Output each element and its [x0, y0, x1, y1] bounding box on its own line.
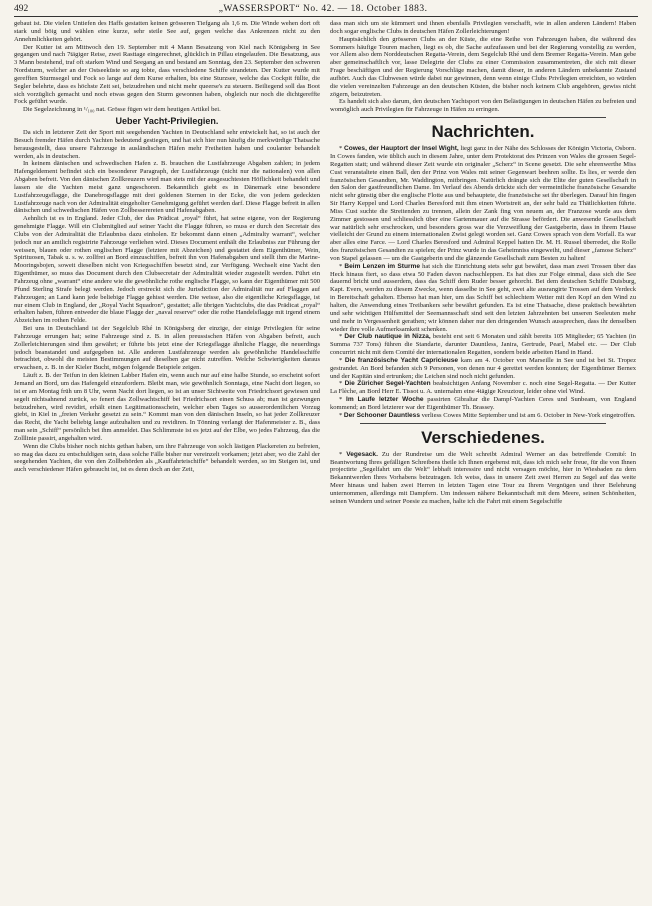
- news-text: liegt ganz in der Nähe des Schlosses der Königin Victoria, Osborn. In Cowes fanden, wie üblich auch in diesem Jahre, unter dem Protektorat des Prinzen von Wales die grossen Segel-Regatten statt; und während dieser Zeit wurde ein originaler „Scherz“ in Scene gesetzt. Die sehr ehrenwerthe Miss Cust veranstaltete einen Ball, den der Prinz von Wales mit seiner Gegenwart beehren sollte. Es lies, er werde den französischen Gesandten, Mr. Waddington, mitbringen. Natürlich drängte sich die Elite der guten Gesellschaft in den Salon der gastfreundlichen Dame. Im Verlauf des Abends drückte sich der vermeintliche französische Gesandte nicht sehr günstig über die englische Flotte aus und behauptete, die französische sei ihr überlegen. Darauf hin fingen Sir Harry Keppel und Lord Charles Beresford mit ihm einen Wortstreit an, der sehr bald zu Thätlichkeiten führte. Miss Cust suchte die Streitenden zu trennen, allein der Zank fing von neuem an, der Franzose wurde aus dem Zimmer gestossen und schliesslich über eine Gartenmauer auf die Strasse befördert. Die anwesende Gesellschaft war natürlich sehr erschrocken, und besonders gross war die Verzweiflung der Gastgeberin, dass in ihrem Hause vielleicht der Grund zu einem internationalen Zwist gelegt worden sei. Ganz Cowes sprach von dem Vorfall. Es war aber alles eine Farce. — Lord Charles Beresford und Admiral Keppel hatten Dr. M. H. Russel überredet, die Rolle des französischen Gesandten zu spielen; der Prinz wurde in das Geheimniss eingeweiht, und dieser „famose Scherz“ von Stapel gelassen — um die Gastgeberin und die glänzende Gesellschaft zum Besten zu halten!: [330, 145, 636, 262]
- left-intro-paragraph: gebaut ist. Die vielen Untiefen des Haffs gestatten keinen grösseren Tiefgang als 1,6 m. Die Winde wehen dort oft stark und böig und wählen eine kurze, sehr steile See auf, gegen welche das Ankrenzen nicht zu den Annehmlichkeiten gehört.: [14, 20, 320, 43]
- news-lead: Die französische Yacht Capricieuse: [344, 356, 459, 364]
- news-text: besteht erst seit 6 Monaten und zählt bereits 105 Mitglieder; 65 Yachten (in Summa 737 Tons) führen die Standarte, darunter Dauntless, Janira, Gertrude, Pearl, Mabel etc. — Der Club concurrirt nicht mit dem Comité der internationalen Regatten, sondern beide arbeiten Hand in Hand.: [330, 333, 636, 357]
- article-paragraph: In keinem dänischen und schwedischen Hafen z. B. brauchen die Lustfahrzeuge Abgaben zahlen; in jedem Hafengeldement befindet sich ein besonderer Paragraph, der Lustfahrzeuge (nicht nur die nationalen) von allen Abgaben befreit. Von den dänischen Zollkreuzern wird man stets mit der ausgesuchtesten Höflichkeit behandelt und lassen sie die Yachten meist ganz ungeschoren. Bekanntlich giebt es in Dänemark eine besondere Lustfahrzeugsflagge, die Danebrogsflagge mit drei goldenen Sternen in der Ecke, die von jedem gedeckten Lustfahrzeuge nach von der Admiralität eingeholter Genehmigung geführt werden darf. Diese Flagge befreit in allen dänischen und schwedischen Häfen von Zollbesserereien und Hafenabgaben.: [14, 160, 320, 215]
- news-text: hat sich die Einrichtung stets sehr gut bewährt, dass man zwei Trossen über das Heck hinaus fiert, so dass etwa 50 Faden davon nachschleppen. Es hat dies zur Folge einmal, dass sich die See dauernd bricht und ausserdem, dass das Schiff dem Ruder besser gehorcht. Bei dem deutschen Schiffe Duisburg, Kapt. Evers, werden zu diesem Zwecke, wenn dasselbe in See geht, zwei alte ausrangirte Trossen auf dem Verdeck in Bereitschaft gehalten. Ebenso hat man hier, um das Schiff bei schlechtem Wetter mit den Kopf an den Wind zu halten, die Anwendung eines Treibankers sehr bewährt gefunden. Es ist eine Thatsache, diese praktisch bewährten und sehr wichtigen Hülfsmittel der Seemannsschaft sind seit den letzten Jahrzehnten bei unseren Seeleuten mehr und mehr in Vergessenheit gerathen; wir können daher nur den dringenden Wunsch aussprechen, dass ihr denselben wieder ihre volle Aufmerksamkeit schenken.: [330, 262, 636, 333]
- right-intro-paragraph: Hauptsächlich den grösseren Clubs an der Küste, die eine Reihe von Fahrzeugen haben, die während des Sommers häufige Touren machen, liegt es ob, die Sache aufzufassen und bei der Regierung vorstellig zu werden, vor Allem also dem Norddeutschen Regatta-Verein, dem Segelclub Rhé und dem Bremer Regatta-Verein. Man gebe aber gemeinschaftlich vor, lasse Delegirte der Clubs zu einer Commission zusammentreten, die sich mit dieser Frage beschäftigen und der Regierung Vorschläge machen, damit dieser, in anderen Ländern unbekannte Zustand aufhört. Auch das Clubwesen würde dabei nur gewinnen, denn wenn einige Clubs Privilegien erreichten, so würden die vielen vereinzelten Fahrzeuge an den deutschen Küsten, die bisher noch keinem Club angehören, gewiss nicht zögern, beizutreten.: [330, 35, 636, 98]
- news-item: * Die Züricher Segel-Yachten beabsichtigen Anfang November c. noch eine Segel-Regatta. — Der Kutter La Flèche, an Bord Herr E. Tissot u. A. unternahm eine 4tägige Kreuztour, leider ohne viel Wind.: [330, 380, 636, 396]
- news-text: verliess Cowes Mitte September und ist am 6. October in New-York eingetroffen.: [421, 411, 636, 419]
- article-paragraph: Aehnlich ist es in England. Jeder Club, der das Prädicat „royal“ führt, hat seine eigene, von der Regierung genehmigte Flagge. Will ein Clubmitglied auf seiner Yacht die Flagge führen, so muss er durch den Secretair des Clubs von der Admiralität die Erlaubniss dazu einholen. Er bekommt dann einen „Admiralty warrant“, welcher jedoch nur an amtlich registrirte Fahrzeuge verliehen wird. Dieses Document enthält die Erlaubniss zur Führung der weissen, blauen oder rothen englischen Flagge (letztere mit Abzeichen) und gestattet dem Eigenthümer, Wein, Spirituosen, Tabak u. s. w. zollfrei an Bord einzuschiffen, befreit ihn von Hafenabgaben und stellt ihm die Marine-Mooringsbojen, soweit dieselben nicht von Kriegsschiffen besetzt sind, zur Verfügung. Wechselt eine Yacht den Eigenthümer, so muss das Document durch den Clubsecretair der Admiralität wieder zugestellt werden. Führt ein Fahrzeug ohne „warrant“ eine andere wie die gewöhnliche rothe englische Flagge, so kann der Eigenthümer mit 500 Pfund Sterling Strafe belegt werden. Jedoch erstreckt sich die Jurisdiction der Admiralität nur auf Flaggen auf Fahrzeugen; an Land kann jede beliebige Flagge gehisst werden. Die weisse, also die eigentliche Kriegsflagge, ist nur einem Club in England, der „Royal Yacht Squadron“, gestattet; alle übrigen Yachtclubs, die das Prädicat „royal“ erhalten haben, führen entweder die blaue Flagge der „naval reserve“ oder die rothe Handelsflagge mit irgend einem Abzeichen im rothen Felde.: [14, 215, 320, 325]
- news-item: * Beim Lenzen im Sturme hat sich die Einrichtung stets sehr gut bewährt, dass man zwei Trossen über das Heck hinaus fiert, so dass etwa 50 Faden davon nachschleppen. Es hat dies zur Folge einmal, dass sich die See dauernd bricht und ausserdem, dass das Schiff dem Ruder besser gehorcht. Bei dem deutschen Schiffe Duisburg, Kapt. Evers, werden zu diesem Zwecke, wenn dasselbe in See geht, zwei alte ausrangirte Trossen auf dem Verdeck in Bereitschaft gehalten. Ebenso hat man hier, um das Schiff bei schlechtem Wetter mit den Kopf an den Wind zu halten, die Anwendung eines Treibankers sehr bewährt gefunden. Es ist eine Thatsache, diese praktisch bewährten und sehr wichtigen Hülfsmittel der Seemannsschaft sind seit den letzten Jahrzehnten bei unseren Seeleuten mehr und mehr in Vergessenheit gerathen; wir können daher nur den dringenden Wunsch aussprechen, dass ihr denselben wieder ihre volle Aufmerksamkeit schenken.: [330, 262, 636, 333]
- section-title-miscellaneous: Verschiedenes.: [421, 427, 545, 447]
- news-item: * Im Laufe letzter Woche passirten Gibraltar die Dampf-Yachten Ceres und Sunbeam, von England kommend; an Bord letzterer war der Eigenthümer Th. Brassey.: [330, 396, 636, 411]
- right-column: [330, 20, 636, 906]
- news-item: * Cowes, der Hauptort der Insel Wight, liegt ganz in der Nähe des Schlosses der Königin Victoria, Osborn. In Cowes fanden, wie üblich auch in diesem Jahre, unter dem Protektorat des Prinzen von Wales die grossen Segel-Regatten statt; und während dieser Zeit wurde ein originaler „Scherz“ in Scene gesetzt. Die sehr ehrenwerthe Miss Cust veranstaltete einen Ball, den der Prinz von Wales mit seiner Gegenwart beehren sollte. Es lies, er werde den französischen Gesandten, Mr. Waddington, mitbringen. Natürlich drängte sich die Elite der guten Gesellschaft in den Salon der gastfreundlichen Dame. Im Verlauf des Abends drückte sich der vermeintliche französische Gesandte nicht sehr günstig über die englische Flotte aus und behauptete, die französische sei ihr überlegen. Darauf hin fingen Sir Harry Keppel und Lord Charles Beresford mit ihm einen Wortstreit an, der sehr bald zu Thätlichkeiten führte. Miss Cust suchte die Streitenden zu trennen, allein der Zank fing von neuem an, der Franzose wurde aus dem Zimmer gestossen und schliesslich über eine Gartenmauer auf die Strasse befördert. Die anwesende Gesellschaft war natürlich sehr erschrocken, und besonders gross war die Verzweiflung der Gastgeberin, dass in ihrem Hause vielleicht der Grund zu einem internationalen Zwist gelegt worden sei. Ganz Cowes sprach von dem Vorfall. Es war aber alles eine Farce. — Lord Charles Beresford und Admiral Keppel hatten Dr. M. H. Russel überredet, die Rolle des französischen Gesandten zu spielen; der Prinz wurde in das Geheimniss eingeweiht, und dieser „famose Scherz“ von Stapel gelassen — um die Gastgeberin und die glänzende Gesellschaft zum Besten zu halten!: [330, 145, 636, 262]
- columns: [14, 20, 638, 906]
- page-header: [14, 4, 638, 17]
- article-paragraph: Wenn die Clubs bisher noch nichts gethan haben, um ihre Fahrzeuge von solch lästigen Plackereien zu befreien, so mag das dazu zu entschuldigen sein, dass solche Fälle bisher nur vereinzelt vorkamen; jetzt aber, wo die Zahl der seegehenden Yachten, die von den Zollbehörden als „Kauffahrteischiffe“ behandelt werden, so im Steigen ist, und auch verschiedener Häfen gebraucht ist, ist es denn doch an der Zeit,: [14, 442, 320, 474]
- left-column: [14, 20, 320, 906]
- section-divider: [360, 117, 606, 118]
- news-text: kam am 4. October von Marseille in See und ist bei St. Tropez gestrandet. An Bord befanden sich 9 Personen, von denen nur 4 gerettet werden konnten; der Eigenthümer Bernex und der Kapitän sind ertrunken; die Leichen sind noch nicht gefunden.: [330, 356, 636, 380]
- right-intro-paragraph: Es handelt sich also darum, den deutschen Yachtsport von den Belästigungen in deutschen Häfen zu befreien und womöglich auch Privilegien für Fahrzeuge in Häfen zu erringen.: [330, 98, 636, 114]
- news-item: * Der Club nautique in Nizza, besteht erst seit 6 Monaten und zählt bereits 105 Mitglieder; 65 Yachten (in Summa 737 Tons) führen die Standarte, darunter Dauntless, Janira, Gertrude, Pearl, Mabel etc. — Der Club concurrirt nicht mit dem Comité der internationalen Regatten, sondern beide arbeiten Hand in Hand.: [330, 333, 636, 357]
- left-intro-paragraph: Der Kutter ist am Mittwoch den 19. September mit 4 Mann Besatzung von Kiel nach Königsberg in See gegangen und nach 7tägiger Reise, zwei Rasttage eingerechnet, glücklich in Pillau eingelaufen. Die Besatzung, aus 3 Mann bestehend, traf oft starken Wind und Seegang an und bestand am Sonntag, den 23. September den schweren Nordsturm, welcher an der Ostseeküste so arg tobte, dass verschiedene Schiffe strandeten. Der Kutter wurde mit gerefften Sturmsegel und Fock so lange auf dem Kurse erhalten, bis eine Sturzsee, welche das Cockpit füllte, die Segler belehrte, dass es höchste Zeit sei, beizudrehen und nicht mehr queerse's zu steuern. Beiliegend soll das Boot sich vorzüglich gemacht und noch etwas gegen den Sturm gewonnen haben, obgleich nur noch die dichtgereffte Fock geführt wurde.: [14, 43, 320, 106]
- news-text: passirten Gibraltar die Dampf-Yachten Ceres und Sunbeam, von England kommend; an Bord letzterer war der Eigenthümer Th. Brassey.: [330, 396, 636, 411]
- misc-item: * Vegesack. Zu der Rundreise um die Welt schreibt Admiral Werner an das betreffende Comité: In Beantwortung Ihres gefälligen Schreibens theile ich Ihnen ergebenst mit, dass ich mich sehr freue, für die von Ihnen projectirte „Segelfahrt um die Welt“ lebhaft interessire und nicht versagen möchte, hier in Wiesbaden zu dem Bekanntwerden Ihres Vorhabens beizutragen. Ich weiss, dass in unsere Zeit zwei Herren zu Segel auf das weite Meer hinaus und haben zwei Herren in letzten Tagen eine Tour zu Ihrem Vergnügen und ihrer Belehrung unternommen, allerdings mit Dampfern. Um indessen nähere Bekanntschaft mit dem Meere, seinen Schönheiten, seinen Wundern und seiner Poesie zu machen, halte ich die Fahrt mit einem Segelschiffe: [330, 450, 636, 505]
- news-lead: Der Schooner Dauntless: [343, 411, 420, 419]
- article-paragraph: Da sich in letzterer Zeit der Sport mit seegehenden Yachten in Deutschland sehr entwickelt hat, so ist auch der Besuch fremder Häfen durch Yachten bedeutend gestiegen, und hat sich hier nun häufig die merkwürdige Thatsache herausgestellt, dass unsere Fahrzeuge in ausländischen Häfen mehr Freiheiten haben und coulanter behandelt werden, als in deutschen.: [14, 128, 320, 160]
- section-title-yacht-privileges: Ueber Yacht-Privilegien.: [115, 116, 219, 127]
- left-intro-paragraph: Die Segelzeichnung in ¹/₁₀₀ nat. Grösse fügen wir dem heutigen Artikel bei.: [23, 106, 221, 114]
- news-lead: Die Züricher Segel-Yachten: [344, 380, 431, 388]
- news-lead: Im Laufe letzter Woche: [346, 396, 424, 404]
- page-number: 492: [14, 4, 29, 14]
- section-divider: [360, 423, 606, 424]
- news-lead: Der Club nautique in Nizza,: [344, 333, 431, 341]
- section-title-news: Nachrichten.: [431, 122, 535, 142]
- misc-lead: Vegesack.: [346, 450, 378, 458]
- running-title: „WASSERSPORT“ No. 42. — 18. October 1883.: [218, 4, 428, 14]
- news-lead: Beim Lenzen im Sturme: [344, 262, 420, 270]
- news-lead: Cowes, der Hauptort der Insel Wight,: [343, 145, 459, 153]
- right-intro-paragraph: dass man sich um sie kümmert und ihnen ebenfalls Privilegien verschafft, wie in allen anderen Ländern! Haben doch sogar englische Clubs in deutschen Häfen Zollerleichterungen!: [330, 20, 636, 35]
- misc-text: Zu der Rundreise um die Welt schreibt Admiral Werner an das betreffende Comité: In Beantwortung Ihres gefälligen Schreibens theile ich Ihnen ergebenst mit, dass ich mich sehr freue, für die von Ihnen projectirte „Segelfahrt um die Welt“ lebhaft interessire und nicht versagen möchte, hier in Wiesbaden zu dem Bekanntwerden Ihres Vorhabens beizutragen. Ich weiss, dass in unsere Zeit zwei Herren zu Segel auf das weite Meer hinaus und haben zwei Herren in letzten Tagen eine Tour zu Ihrem Vergnügen und ihrer Belehrung unternommen, allerdings mit Dampfern. Um indessen nähere Bekanntschaft mit dem Meere, seinen Schönheiten, seinen Wundern und seiner Poesie zu machen, halte ich die Fahrt mit einem Segelschiffe: [330, 450, 636, 505]
- article-paragraph: Bei uns in Deutschland ist der Segelclub Rhé in Königsberg der einzige, der einige Privilegien für seine Fahrzeuge errungen hat; seine Fahrzeuge sind z. B. in allen preussischen Häfen von Abgaben befreit, auch Zollerleichterungen sind ihm gewährt; er führte bis jetzt eine der Kriegsflagge ähnliche Flagge, die neuerdings jedoch beanstandet und aufgegeben ist. Alle anderen Lustfahrzeuge werden als gewöhnliche Handelsschiffe betrachtet, obwohl die meisten Bestimmungen auf dieselben gar nicht zutreffen. Welche Schwierigkeiten daraus erwachsen, z. B. in der Kieler Bucht, mögen folgende Beispiele zeigen.: [14, 325, 320, 372]
- news-item: * Die französische Yacht Capricieuse kam am 4. October von Marseille in See und ist bei St. Tropez gestrandet. An Bord befanden sich 9 Personen, von denen nur 4 gerettet werden konnten; der Eigenthümer Bernex und der Kapitän sind ertrunken; die Leichen sind noch nicht gefunden.: [330, 356, 636, 380]
- news-item: * Der Schooner Dauntless verliess Cowes Mitte September und ist am 6. October in New-York eingetroffen.: [339, 411, 636, 419]
- news-text: beabsichtigen Anfang November c. noch eine Segel-Regatta. — Der Kutter La Flèche, an Bord Herr E. Tissot u. A. unternahm eine 4tägige Kreuztour, leider ohne viel Wind.: [330, 380, 636, 396]
- article-paragraph: Läuft z. B. der Teifun in den kleinen Labber Hafen ein, wenn auch nur auf eine halbe Stunde, so erscheint sofort Jemand an Bord, um das Hafengeld einzufordern. Bleibt man, wie gewöhnlich Sonntags, eine Nacht dort liegen, so ist er am Montag früh um 8 Uhr, wenn Nacht dort liegen, so ist an unser Sichtweite von Friedrichsort gewiesen und segelt nichtsahnend zurück, so fenert das Zollwachtschiff bei Friedrichsort einen Schuss ab; man ist gezwungen beizudrehen, wird revidirt, erhält einen Legitimationsschein, welcher eben Tages so ausserordentlichen Vorzug giebt, in Kiel in „freien Verkehr gesetzt zu sein.“ Kommt man von den dänischen Inseln, so hat jeder Zollkreuzer das Recht, die Yacht beliebig lange aufzuhalten und zu revidiren. In Tönning verlangt der Hafenmeister z. B., dass man sein „Schiff“ persönlich bei ihm anmeldet. Das Schlimmste ist es jetzt auf der Elbe, wo jedes Fahrzeug, das die Zolllinie passirt, angehalten wird.: [14, 372, 320, 442]
